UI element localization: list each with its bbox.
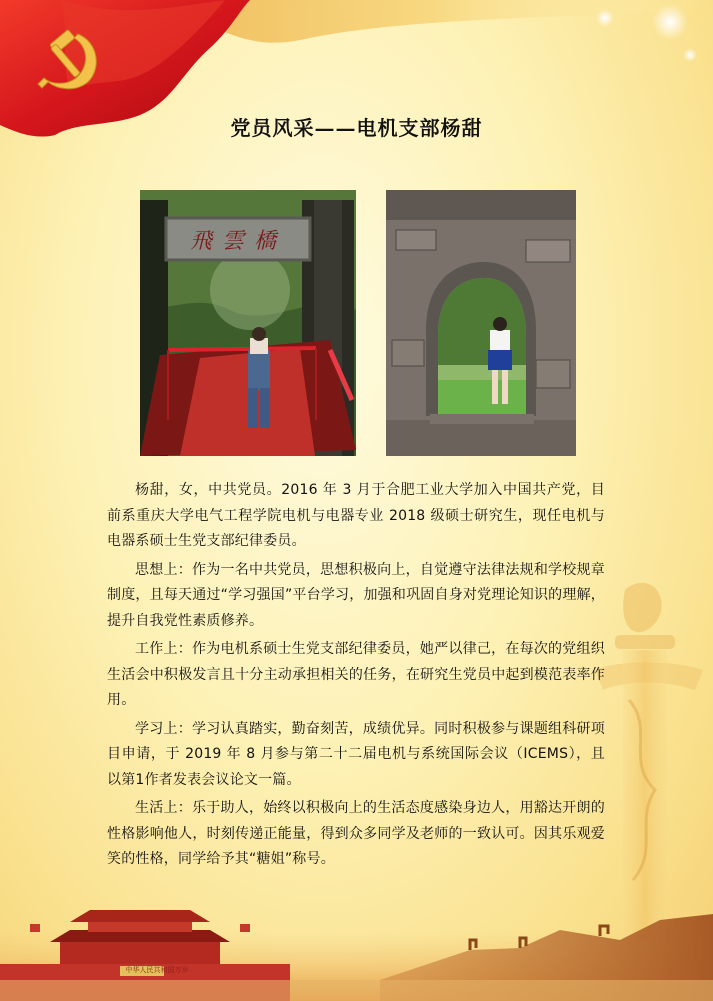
hammer-sickle-icon	[36, 26, 106, 96]
paragraph-life: 生活上：乐于助人，始终以积极向上的生活态度感染身边人，用豁达开朗的性格影响他人，时刻传递正能量，得到众多同学及老师的一致认可。因其乐观爱笑的性格，同学给予其“糖姐”称号。	[107, 800, 605, 867]
bridge-photo	[140, 190, 356, 456]
bridge-sign: 飛雲橋	[189, 229, 286, 254]
bottom-landmarks	[0, 890, 713, 1001]
article-body	[107, 478, 605, 873]
gate-banner: 中华人民共和国万岁	[125, 966, 189, 974]
paragraph-study: 学习上：学习认真踏实，勤奋刻苦，成绩优异。同时积极参与课题组科研项目申请，于 2019 年 8 月参与第二十二届电机与系统国际会议（ICEMS），且以第1作者发表会议论文一篇。	[107, 720, 605, 788]
paragraph-intro: 杨甜，女，中共党员。2016 年 3 月于合肥工业大学加入中国共产党，目前系重庆大学电气工程学院电机与电器专业 2018 级硕士研究生，现任电机与电器系硕士生党支部纪律委员。	[107, 482, 605, 549]
paragraph-work: 工作上：作为电机系硕士生党支部纪律委员，她严以律己，在每次的党组织生活会中积极发言且十分主动承担相关的任务，在研究生党员中起到模范表率作用。	[107, 641, 605, 708]
arch-photo	[386, 190, 576, 456]
paragraph-thought: 思想上：作为一名中共党员，思想积极向上，自觉遵守法律法规和学校规章制度，且每天通过“学习强国”平台学习，加强和巩固自身对党理论知识的理解，提升自我党性素质修养。	[107, 561, 605, 629]
page-title: 党员风采——电机支部杨甜	[230, 116, 483, 140]
